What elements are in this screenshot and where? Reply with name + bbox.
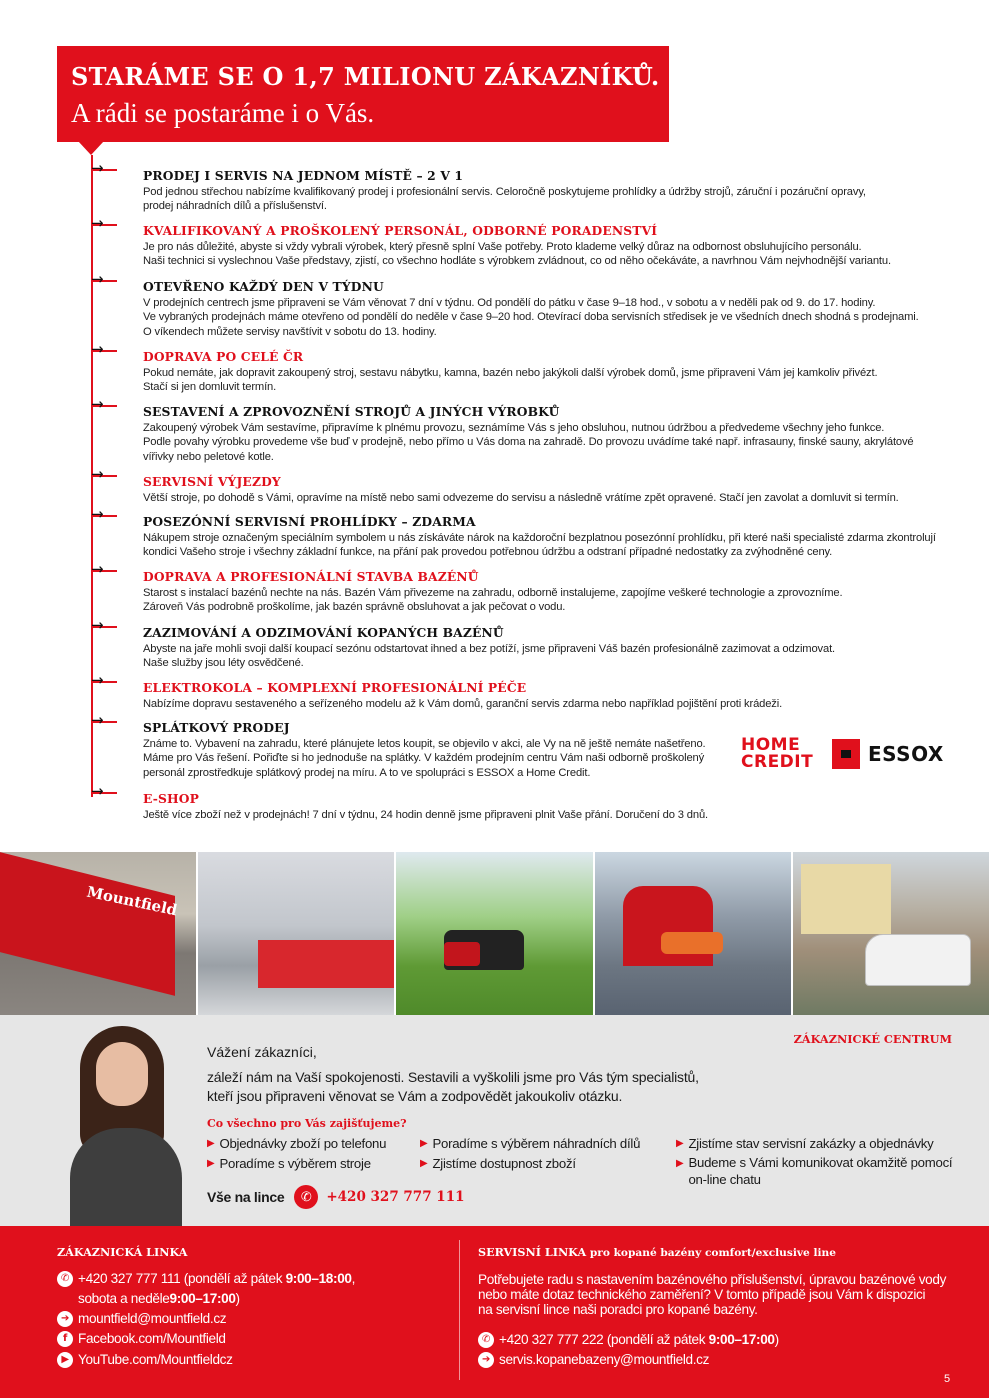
- benefits-column: [207, 1134, 417, 1173]
- service-text-line: Ještě více zboží než v prodejnách! 7 dní v týdnu, 24 hodin denně jsme připraveni plnit Vaše přání. Doručení do 3 dnů.: [143, 809, 708, 821]
- technician-photo: [595, 852, 791, 1015]
- service-phone-row: [478, 1330, 779, 1350]
- hours-text: ): [774, 1332, 779, 1347]
- arrow-right-icon: →: [91, 270, 104, 288]
- service-line-text: na servisní lince naši poradci pro kopané bazény.: [478, 1302, 758, 1317]
- service-item: [91, 782, 955, 822]
- arrow-right-icon: →: [91, 395, 104, 413]
- service-title: PRODEJ I SERVIS NA JEDNOM MÍSTĚ – 2 V 1: [143, 168, 464, 183]
- photo-strip: [0, 852, 989, 1015]
- service-text-line: Zakoupený výrobek Vám sestavíme, připravíme k plnému provozu, seznámíme Vás s jeho obsluhou, nutnou údržbou a předvedeme všechny jeho funkce.: [143, 422, 885, 434]
- service-text-line: V prodejních centrech jsme připraveni se Vám věnovat 7 dní v týdnu. Od pondělí do pátku v čase 9–18 hod., v sobotu a v neděli pak od 9. do 17. hodiny.: [143, 297, 876, 309]
- service-description: [143, 491, 955, 505]
- triangle-right-icon: ▶: [207, 1157, 215, 1169]
- customer-center-heading: ZÁKAZNICKÉ CENTRUM: [793, 1032, 952, 1046]
- service-title: E-SHOP: [143, 791, 200, 806]
- triangle-right-icon: ▶: [207, 1138, 215, 1149]
- store-facade: [0, 852, 175, 996]
- operator-photo: [60, 1018, 192, 1226]
- service-text-line: Pokud nemáte, jak dopravit zakoupený stroj, sestavu nábytku, kamna, bazén nebo jakýkoli další výrobek domů, jsme připraveni Vám jej kamkoliv přivézt.: [143, 367, 878, 379]
- service-title: ZAZIMOVÁNÍ A ODZIMOVÁNÍ KOPANÝCH BAZÉNŮ: [143, 625, 504, 640]
- service-van-photo: [793, 852, 989, 1015]
- customer-phone-text: [78, 1269, 355, 1289]
- benefit-item: [207, 1134, 417, 1154]
- service-description: [143, 697, 955, 711]
- service-text-line: Zároveň Vás podrobně proškolíme, jak bazén správně obsluhovat a jak pečovat o vodu.: [143, 601, 566, 614]
- service-title: DOPRAVA PO CELÉ ČR: [143, 349, 304, 364]
- hotline-phone-link[interactable]: +420 327 777 111: [326, 1189, 465, 1205]
- arrow-right-icon: →: [91, 159, 104, 177]
- technician-shirt: [623, 886, 713, 966]
- service-text-line: Stačí si jen domluvit termín.: [143, 381, 277, 394]
- lawn-mower-photo: [396, 852, 592, 1015]
- arrow-right-icon: →: [91, 505, 104, 523]
- page-number: 5: [944, 1373, 951, 1385]
- service-description: [143, 586, 955, 615]
- service-title: SPLÁTKOVÝ PRODEJ: [143, 720, 290, 735]
- arrow-right-icon: →: [91, 782, 104, 800]
- service-text-line: Ve vybraných prodejnách máme otevřeno od pondělí do neděle v čase 9–20 hod. Otevírací doba servisních středisek je ve všedních dnech shodná s prodejnami.: [143, 311, 919, 324]
- service-description: [143, 366, 955, 395]
- benefit-text: Zjistíme dostupnost zboží: [432, 1155, 576, 1171]
- arrow-icon: ➔: [478, 1352, 494, 1368]
- youtube-link[interactable]: YouTube.com/Mountfieldcz: [78, 1352, 233, 1367]
- service-item: [91, 671, 955, 711]
- youtube-icon: ▶: [57, 1352, 73, 1368]
- service-email-row: [478, 1350, 709, 1370]
- service-phone-text: [499, 1330, 779, 1350]
- service-item: [91, 505, 955, 560]
- service-title: ELEKTROKOLA – KOMPLEXNÍ PROFESIONÁLNÍ PÉČE: [143, 680, 527, 695]
- chainsaw-shape: [661, 932, 723, 954]
- benefit-item: [676, 1154, 961, 1188]
- service-item: [91, 159, 955, 214]
- service-text-line: Nabízíme dopravu sestaveného a seřízeného modelu až k Vám domů, garanční servis zdarma nebo například pojištění proti krádeži.: [143, 698, 783, 710]
- benefit-text: Objednávky zboží po telefonu: [219, 1136, 387, 1151]
- service-title: DOPRAVA A PROFESIONÁLNÍ STAVBA BAZÉNŮ: [143, 569, 479, 584]
- service-phone-link[interactable]: +420 327 777 222: [499, 1332, 604, 1347]
- service-line-title-suffix: pro kopané bazény comfort/exclusive line: [586, 1247, 836, 1259]
- arrow-icon: ➔: [57, 1311, 73, 1327]
- service-title: SESTAVENÍ A ZPROVOZNĚNÍ STROJŮ A JINÝCH VÝROBKŮ: [143, 404, 560, 419]
- footer-divider: [459, 1240, 460, 1380]
- essox-logo-mark: [832, 739, 860, 769]
- email-row: [57, 1309, 226, 1329]
- service-text-line: Nákupem stroje označeným speciálním symbolem u nás získáváte nárok na každoroční bezplatnou posezónní prohlídku, při které naši specialisté zdarma zkontrolují: [143, 532, 936, 544]
- services-question: Co všechno pro Vás zajišťujeme?: [207, 1117, 407, 1130]
- essox-logo: [832, 738, 954, 770]
- service-title: KVALIFIKOVANÝ A PROŠKOLENÝ PERSONÁL, ODBORNÉ PORADENSTVÍ: [143, 223, 658, 238]
- arrow-right-icon: →: [91, 340, 104, 358]
- store-sign: Mountfield: [85, 882, 179, 920]
- service-text-line: Větší stroje, po dohodě s Vámi, opravíme na místě nebo sami odvezeme do servisu a následně vrátíme zpět opravené. Stačí jen zavolat a domluvit si termín.: [143, 492, 899, 504]
- benefits-column: [676, 1134, 961, 1188]
- phone-icon: ✆: [294, 1185, 318, 1209]
- customer-greeting: Vážení zákazníci,: [207, 1044, 317, 1060]
- benefit-item: [676, 1134, 961, 1154]
- facebook-link[interactable]: Facebook.com/Mountfield: [78, 1331, 226, 1346]
- service-description: [143, 185, 955, 214]
- service-description: [143, 642, 955, 671]
- arrow-right-icon: →: [91, 465, 104, 483]
- service-title: SERVISNÍ VÝJEZDY: [143, 474, 281, 489]
- arrow-right-icon: →: [91, 671, 104, 689]
- home-credit-logo-line: HOME: [741, 735, 801, 755]
- service-description: [143, 531, 955, 560]
- page-subtitle: A rádi se postaráme i o Vás.: [71, 98, 375, 128]
- facebook-icon: f: [57, 1331, 73, 1347]
- service-item: [91, 340, 955, 395]
- service-text-line: Abyste na jaře mohli svoji další koupací sezónu odstartovat ihned a bez potíží, jsme připraveni Váš bazén profesionálně zazimovat a odzimovat.: [143, 643, 835, 655]
- triangle-right-icon: ▶: [676, 1138, 684, 1149]
- hours-text: ,: [351, 1271, 356, 1286]
- arrow-right-icon: →: [91, 616, 104, 634]
- facebook-row: [57, 1329, 226, 1349]
- service-text-line: O víkendech můžete servisy navštívit v sobotu do 13. hodiny.: [143, 325, 437, 338]
- benefit-text: Zjistíme stav servisní zakázky a objednávky: [688, 1136, 934, 1151]
- hours-text: ): [235, 1291, 240, 1306]
- service-line-text: Potřebujete radu s nastavením bazénového příslušenství, úpravou bazénové vody: [478, 1272, 947, 1287]
- service-text-line: Pod jednou střechou nabízíme kvalifikovaný prodej i profesionální servis. Celoročně poskytujeme prohlídky a údržby strojů, záruční i pozáruční opravy,: [143, 186, 866, 198]
- service-text-line: Máme pro Vás řešení. Pořiďte si ho jednoduše na splátky. V každém prodejním centru Vám naši odborně proškolený: [143, 752, 705, 765]
- service-item: [91, 560, 955, 615]
- service-text-line: Je pro nás důležité, abyste si vždy vybrali výrobek, který přesně splní Vaše potřeby. Proto klademe velký důraz na odbornost obsluhujícího personálu.: [143, 241, 862, 253]
- service-text-line: kondici Vašeho stroje i všechny základní funkce, na přání pak provedou potřebnou údržbu a odstraní případné nedostatky za zvýhodněné ceny.: [143, 546, 833, 559]
- service-text-line: Známe to. Vybavení na zahradu, které plánujete letos koupit, se objevilo v akci, ale Vy na ně ještě nemáte našetřeno.: [143, 738, 706, 750]
- phone-icon: ✆: [478, 1332, 494, 1348]
- triangle-right-icon: ▶: [676, 1157, 684, 1169]
- store-photo: [0, 852, 196, 1015]
- arrow-right-icon: →: [91, 711, 104, 729]
- hotline-row: [207, 1185, 464, 1209]
- service-email-link[interactable]: servis.kopanebazeny@mountfield.cz: [499, 1352, 710, 1367]
- email-link[interactable]: mountfield@mountfield.cz: [78, 1311, 227, 1326]
- service-item: [91, 616, 955, 671]
- customer-line-title: ZÁKAZNICKÁ LINKA: [57, 1245, 188, 1259]
- service-description: [143, 808, 955, 822]
- mower-hood: [444, 942, 480, 966]
- service-description: [143, 240, 955, 269]
- operator-body: [70, 1128, 182, 1226]
- arrow-right-icon: →: [91, 560, 104, 578]
- triangle-right-icon: ▶: [420, 1157, 428, 1169]
- benefit-text: Budeme s Vámi komunikovat okamžitě pomocí on-line chatu: [688, 1154, 953, 1187]
- essox-logo-text: ESSOX: [868, 742, 944, 766]
- service-item: [91, 270, 955, 339]
- phone-icon: ✆: [57, 1271, 73, 1287]
- service-description: [143, 737, 743, 780]
- service-text-line: prodej náhradních dílů a příslušenství.: [143, 200, 327, 213]
- service-text-line: Starost s instalací bazénů nechte na nás. Bazén Vám přivezeme na zahradu, odborně instalujeme, zapojíme veškeré technologie a zprovozníme.: [143, 587, 843, 599]
- hours-bold: 9:00–17:00: [708, 1332, 775, 1347]
- house-shape: [801, 864, 891, 934]
- page-title: STARÁME SE O 1,7 MILIONU ZÁKAZNÍKŮ.: [71, 62, 660, 91]
- home-credit-logo: [741, 737, 823, 773]
- customer-intro-line: kteří jsou připraveni věnovat se Vám a zodpovědět jakoukoliv otázku.: [207, 1088, 623, 1104]
- service-line-title: [478, 1245, 836, 1259]
- service-line-text: nebo máte dotaz technického zaměření? V tomto případě jsou Vám k dispozici: [478, 1287, 926, 1302]
- service-item: [91, 711, 743, 780]
- youtube-row: [57, 1350, 233, 1370]
- service-text-line: personál zprostředkuje splátkový prodej na míru. A to ve spolupráci s ESSOX a Home Credit.: [143, 766, 591, 779]
- service-text-line: Naše služby jsou léty osvědčené.: [143, 657, 304, 670]
- hours-text: (pondělí až pátek: [180, 1271, 286, 1286]
- service-line-description: [478, 1272, 958, 1317]
- service-counter: [258, 940, 394, 988]
- arrow-right-icon: →: [91, 214, 104, 232]
- hotline-label: Vše na lince: [207, 1189, 285, 1205]
- service-description: [143, 421, 955, 464]
- hours-bold: 9:00–17:00: [169, 1291, 236, 1306]
- hours-bold: 9:00–18:00: [285, 1271, 352, 1286]
- triangle-right-icon: ▶: [420, 1138, 428, 1149]
- hours-text: sobota a neděle: [78, 1291, 170, 1306]
- service-description: [143, 296, 955, 339]
- store-interior-photo: [198, 852, 394, 1015]
- service-item: [91, 465, 955, 505]
- operator-face: [96, 1042, 148, 1106]
- benefit-item: [207, 1154, 417, 1174]
- service-text-line: Naši technici si vyslechnou Vaše představy, zjistí, co všechno hodláte s výrobkem zvládnout, co od něho očekáváte, a navrhnou Vám nejvhodnější variantu.: [143, 255, 891, 268]
- customer-phone-link[interactable]: +420 327 777 111: [78, 1271, 181, 1286]
- hours-text: (pondělí až pátek: [603, 1332, 709, 1347]
- service-title: OTEVŘENO KAŽDÝ DEN V TÝDNU: [143, 279, 384, 294]
- customer-intro: [207, 1068, 727, 1106]
- customer-phone-row: [57, 1269, 355, 1289]
- weekend-hours-row: [78, 1289, 240, 1309]
- van-shape: [865, 934, 971, 986]
- service-item: [91, 214, 955, 269]
- benefits-column: [420, 1134, 670, 1173]
- customer-intro-line: záleží nám na Vaší spokojenosti. Sestavili a vyškolili jsme pro Vás tým specialistů,: [207, 1069, 699, 1085]
- home-credit-logo-line: CREDIT: [741, 752, 814, 772]
- service-text-line: Podle povahy výrobku provedeme vše buď v prodejně, nebo přímo u Vás doma na zahradě. Do provozu uvádíme také např. infrasauny, finské sauny, akrylátové: [143, 436, 914, 449]
- benefit-text: Poradíme s výběrem stroje: [219, 1155, 371, 1171]
- service-title: POSEZÓNNÍ SERVISNÍ PROHLÍDKY – ZDARMA: [143, 514, 476, 529]
- service-item: [91, 395, 955, 464]
- benefit-text: Poradíme s výběrem náhradních dílů: [432, 1136, 641, 1151]
- benefit-item: [420, 1154, 670, 1174]
- benefit-item: [420, 1134, 670, 1154]
- service-text-line: vířivky nebo peletové kotle.: [143, 450, 274, 463]
- service-line-title-main: SERVISNÍ LINKA: [478, 1245, 587, 1259]
